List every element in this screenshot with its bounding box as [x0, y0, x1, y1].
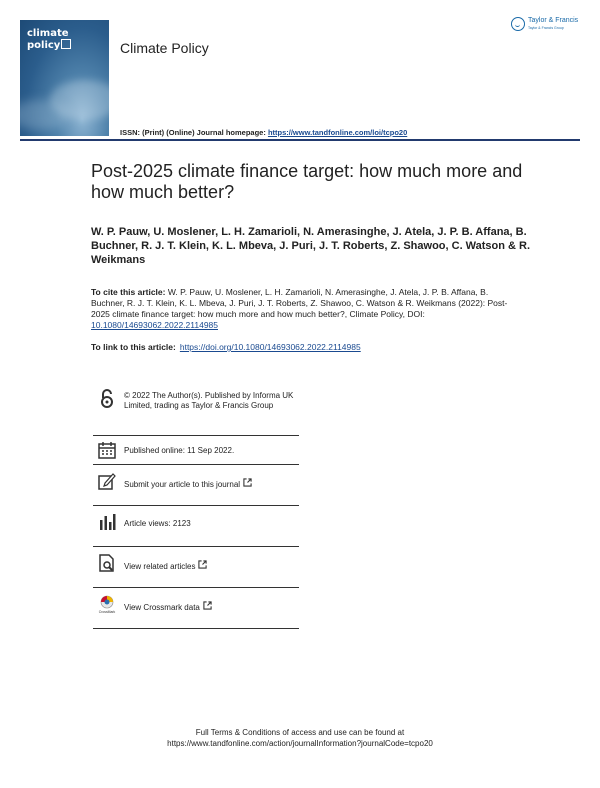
crossmark-icon [97, 594, 117, 614]
journal-cover-image [20, 20, 109, 136]
issn-line [120, 128, 407, 137]
citation-label: To cite this article: [91, 287, 166, 297]
publisher-name: Taylor & Francis [528, 17, 579, 24]
submit-article-label: Submit your article to this journal [124, 480, 241, 489]
article-doi-url-link[interactable]: https://doi.org/10.1080/14693062.2022.2114985 [179, 342, 361, 352]
related-articles-icon [97, 553, 117, 573]
external-link-icon [243, 478, 252, 487]
article-views: Article views: 2123 [124, 519, 191, 528]
header-divider [20, 139, 580, 141]
footer-journal-info-url[interactable]: https://www.tandfonline.com/action/journalInformation?journalCode=tcpo20 [167, 739, 433, 748]
article-link-line [91, 342, 361, 352]
footer [0, 727, 600, 749]
related-articles-link[interactable] [124, 560, 207, 572]
open-access-icon [97, 389, 117, 409]
cover-title-line1: climate [27, 28, 69, 39]
related-row[interactable] [93, 547, 299, 588]
calendar-icon [97, 440, 117, 460]
footer-terms-text: Full Terms & Conditions of access and use can be found at [195, 728, 405, 737]
citation-doi-link[interactable]: 10.1080/14693062.2022.2114985 [91, 320, 218, 330]
bar-chart-icon [97, 512, 117, 532]
submit-article-link[interactable] [124, 478, 252, 490]
external-link-icon [203, 601, 212, 610]
crossmark-row[interactable] [93, 588, 299, 629]
cover-title [27, 29, 71, 51]
article-link-label: To link to this article: [91, 342, 176, 352]
crossmark-link[interactable] [124, 601, 212, 613]
cover-title-line2: policy [27, 40, 61, 51]
citation-block [91, 287, 511, 331]
issn-prefix: ISSN: (Print) (Online) Journal homepage: [120, 128, 266, 137]
journal-name: Climate Policy [120, 40, 209, 56]
views-row [93, 506, 299, 547]
published-date: Published online: 11 Sep 2022. [124, 446, 235, 455]
submit-row[interactable] [93, 465, 299, 506]
published-row [93, 436, 299, 465]
external-link-icon [198, 560, 207, 569]
cover-square-icon [61, 39, 71, 49]
related-articles-label: View related articles [124, 562, 196, 571]
edit-icon [97, 471, 117, 491]
license-text: © 2022 The Author(s). Published by Informa UK Limited, trading as Taylor & Francis Group [124, 391, 294, 410]
crossmark-label: View Crossmark data [124, 603, 200, 612]
publisher-emblem-icon [511, 17, 525, 31]
citation-text: W. P. Pauw, U. Moslener, L. H. Zamarioli, N. Amerasinghe, J. Atela, J. P. B. Affana, B. Buchner, R. J. T. Klein, K. L. Mbeva, J. Puri, J. T. Roberts, Z. Shawoo, C. Watson & R. Weikmans (2022): Post-2025 climate finance target: how much more and how much better?, Climate Policy, DOI: [91, 287, 508, 319]
author-list: W. P. Pauw, U. Moslener, L. H. Zamarioli, N. Amerasinghe, J. Atela, J. P. B. Affana, B. Buchner, R. J. T. Klein, K. L. Mbeva, J. Puri, J. T. Roberts, Z. Shawoo, C. Watson & R. Weikmans [91, 226, 531, 266]
cover-cloud [20, 100, 70, 130]
publisher-logo[interactable] [511, 16, 587, 36]
paper-title: Post-2025 climate finance target: how much more and how much better? [91, 161, 523, 202]
license-row [93, 383, 299, 436]
journal-homepage-link[interactable]: https://www.tandfonline.com/loi/tcpo20 [267, 128, 408, 137]
article-info-list [93, 383, 299, 629]
crossmark-logo-text: CrossMark [98, 610, 116, 614]
publisher-subtitle: Taylor & Francis Group [528, 26, 564, 30]
